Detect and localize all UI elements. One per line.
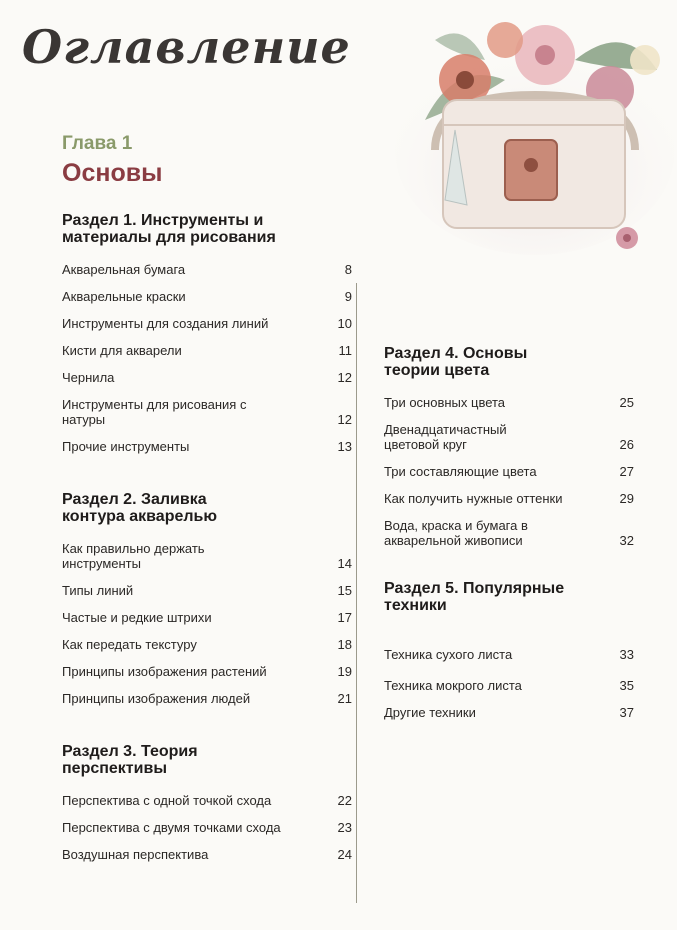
entry-page: 13 <box>337 439 352 454</box>
entry-text: Как передать текстуру <box>62 637 197 652</box>
entry-text: Инструменты для создания линий <box>62 316 269 331</box>
toc-entry[interactable] <box>62 610 352 625</box>
entry-page: 26 <box>619 437 634 452</box>
toc-entry[interactable] <box>62 820 352 835</box>
toc-section <box>384 580 634 732</box>
section-title: Раздел 1. Инструменты и материалы для рисования <box>62 212 276 246</box>
entry-text: Принципы изображения растений <box>62 664 267 679</box>
entry-page: 21 <box>337 691 352 706</box>
entry-text: Перспектива с двумя точками схода <box>62 820 281 835</box>
entry-text: Двенадцатичастный цветовой круг <box>384 422 507 452</box>
toc-entry[interactable] <box>62 691 352 706</box>
entry-text: Принципы изображения людей <box>62 691 251 706</box>
section-title: Раздел 5. Популярные техники <box>384 580 565 614</box>
toc-entry[interactable] <box>62 583 352 598</box>
entry-text: Инструменты для рисования с натуры <box>62 397 247 427</box>
toc-entry[interactable] <box>384 705 634 720</box>
entry-text: Три основных цвета <box>384 395 506 410</box>
toc-entry[interactable] <box>62 793 352 808</box>
section-title: Раздел 2. Заливка контура акварелью <box>62 491 218 525</box>
entry-page: 24 <box>337 847 352 862</box>
entry-text: Техника сухого листа <box>384 647 513 662</box>
entry-page: 35 <box>619 678 634 693</box>
entry-text: Кисти для акварели <box>62 343 182 358</box>
entry-page: 22 <box>337 793 352 808</box>
toc-entry[interactable] <box>62 370 352 385</box>
entry-page: 11 <box>338 343 352 358</box>
entry-page: 17 <box>337 610 352 625</box>
entry-text: Воздушная перспектива <box>62 847 209 862</box>
toc-entry[interactable] <box>62 262 352 277</box>
entry-text: Вода, краска и бумага в акварельной живописи <box>384 518 528 548</box>
entry-page: 9 <box>344 289 352 304</box>
toc-section <box>62 743 352 874</box>
entry-text: Чернила <box>62 370 115 385</box>
entry-text: Три составляющие цвета <box>384 464 537 479</box>
entry-text: Типы линий <box>62 583 134 598</box>
toc-section <box>62 491 352 718</box>
entry-text: Акварельные краски <box>62 289 186 304</box>
toc-entry[interactable] <box>62 637 352 652</box>
entry-text: Акварельная бумага <box>62 262 186 277</box>
entry-page: 14 <box>337 556 352 571</box>
toc-entry[interactable] <box>384 518 634 548</box>
entry-page: 18 <box>337 637 352 652</box>
toc-entry[interactable] <box>62 289 352 304</box>
toc-entry[interactable] <box>384 464 634 479</box>
entry-text: Частые и редкие штрихи <box>62 610 212 625</box>
toc-entry[interactable] <box>384 422 634 452</box>
entry-page: 19 <box>337 664 352 679</box>
column-divider <box>356 283 357 903</box>
entry-page: 33 <box>619 647 634 662</box>
toc-entry[interactable] <box>384 395 634 410</box>
section-title: Раздел 4. Основы теории цвета <box>384 345 528 379</box>
entry-text: Перспектива с одной точкой схода <box>62 793 272 808</box>
entry-page: 29 <box>619 491 634 506</box>
toc-entry[interactable] <box>62 541 352 571</box>
entry-text: Другие техники <box>384 705 476 720</box>
toc-entry[interactable] <box>62 316 352 331</box>
entry-page: 27 <box>619 464 634 479</box>
entry-page: 12 <box>337 370 352 385</box>
section-title: Раздел 3. Теория перспективы <box>62 743 198 777</box>
toc-section <box>384 345 634 560</box>
toc-entry[interactable] <box>62 397 352 427</box>
toc-section <box>62 212 352 466</box>
entry-text: Как правильно держать инструменты <box>62 541 205 571</box>
toc-entry[interactable] <box>62 343 352 358</box>
entry-page: 15 <box>337 583 352 598</box>
entry-page: 37 <box>619 705 634 720</box>
entry-page: 8 <box>344 262 352 277</box>
entry-text: Как получить нужные оттенки <box>384 491 563 506</box>
entry-page: 32 <box>619 533 634 548</box>
toc-entry[interactable] <box>62 439 352 454</box>
flower-bag-illustration-icon <box>395 0 677 262</box>
page-title: Оглавление <box>22 20 351 74</box>
toc-entry[interactable] <box>62 664 352 679</box>
toc-entry[interactable] <box>62 847 352 862</box>
entry-page: 10 <box>337 316 352 331</box>
entry-page: 23 <box>337 820 352 835</box>
chapter-name: Основы <box>62 159 163 187</box>
entry-page: 12 <box>337 412 352 427</box>
entry-page: 25 <box>619 395 634 410</box>
entry-text: Техника мокрого листа <box>384 678 522 693</box>
entry-text: Прочие инструменты <box>62 439 190 454</box>
chapter-number: Глава 1 <box>62 133 133 154</box>
toc-entry[interactable] <box>384 491 634 506</box>
toc-entry[interactable] <box>384 678 634 693</box>
toc-entry[interactable] <box>384 647 634 662</box>
